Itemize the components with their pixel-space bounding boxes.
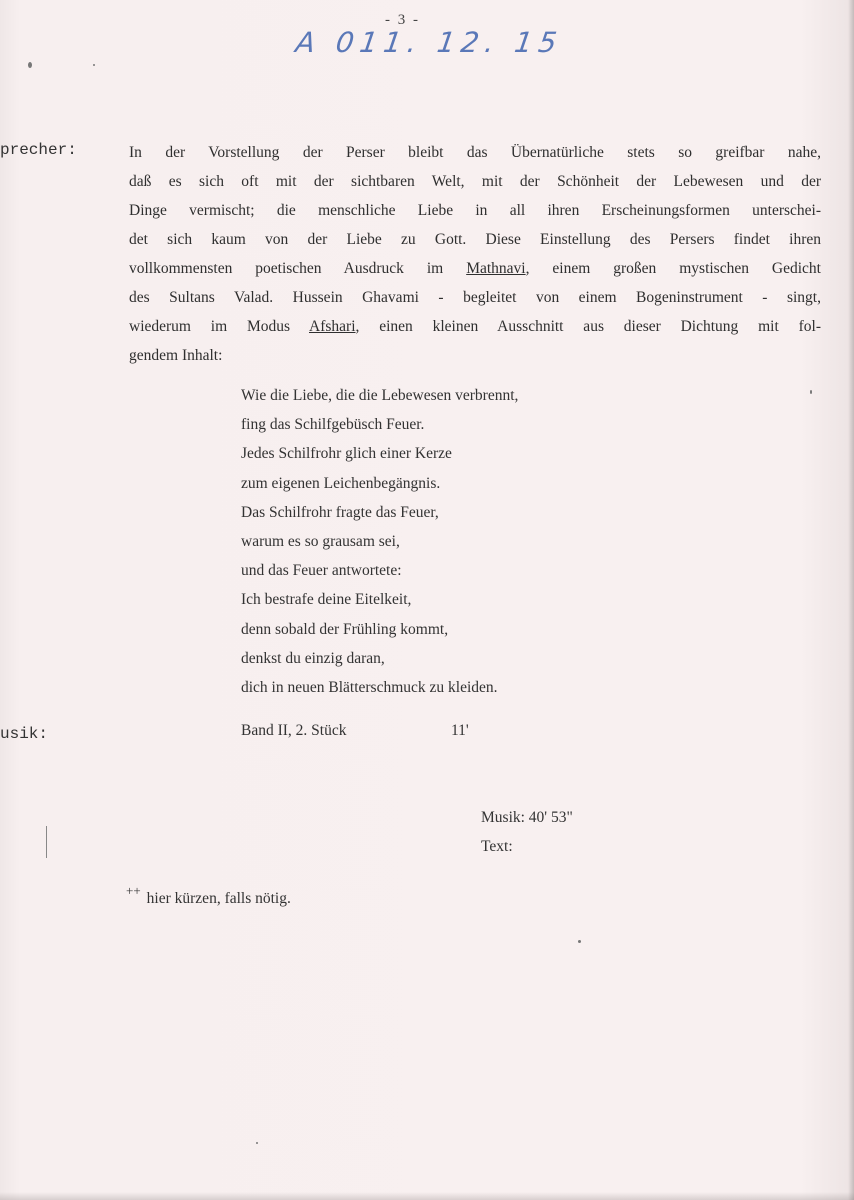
paragraph-segment: , einem großen mystischen Gedicht bbox=[525, 260, 821, 277]
paper-speck bbox=[28, 62, 32, 68]
paper-speck bbox=[93, 64, 95, 66]
paragraph-line: daß es sich oft mit der sichtbaren Welt, mit der Schönheit der Lebewesen und der bbox=[129, 173, 821, 190]
poem-line: dich in neuen Blätterschmuck zu kleiden. bbox=[241, 679, 498, 697]
poem-line: Ich bestrafe deine Eitelkeit, bbox=[241, 591, 412, 609]
poem-line: und das Feuer antwortete: bbox=[241, 562, 402, 580]
poem-line: denkst du einzig daran, bbox=[241, 649, 385, 667]
paragraph-line bbox=[129, 312, 821, 341]
page-edge-shadow bbox=[848, 0, 854, 1200]
poem-line: fing das Schilfgebüsch Feuer. bbox=[241, 416, 425, 434]
poem-line: zum eigenen Leichenbegängnis. bbox=[241, 474, 441, 492]
paragraph-segment: vollkommensten poetischen Ausdruck im bbox=[129, 260, 444, 277]
footnote-mark: ++ bbox=[126, 883, 141, 898]
title-mathnavi: Mathnavi bbox=[466, 260, 526, 277]
paragraph-segment: wiederum im Modus bbox=[129, 318, 291, 335]
music-band-reference: Band II, 2. Stück bbox=[241, 722, 347, 739]
mode-afshari: Afshari bbox=[309, 318, 356, 335]
paragraph-line: In der Vorstellung der Perser bleibt das Übernatürliche stets so greifbar nahe, bbox=[129, 144, 821, 161]
paragraph-line: des Sultans Valad. Hussein Ghavami - begleitet von einem Bogeninstrument - singt, bbox=[129, 289, 821, 306]
timing-musik: Musik: 40' 53" bbox=[481, 809, 573, 826]
poem-block bbox=[241, 381, 518, 702]
poem-line: denn sobald der Frühling kommt, bbox=[241, 620, 449, 638]
handwritten-archive-mark: A 011. 12. 15 bbox=[293, 26, 565, 59]
timing-text: Text: bbox=[481, 838, 513, 855]
footnote bbox=[126, 883, 291, 908]
narration-paragraph bbox=[129, 138, 821, 370]
paragraph-line: det sich kaum von der Liebe zu Gott. Diese Einstellung des Persers findet ihren bbox=[129, 231, 821, 248]
speaker-label-sprecher: precher: bbox=[0, 141, 77, 159]
poem-line: Wie die Liebe, die die Lebewesen verbrennt, bbox=[241, 387, 519, 404]
paragraph-line bbox=[129, 254, 821, 283]
speaker-label-musik: usik: bbox=[0, 725, 49, 743]
paragraph-line: gendem Inhalt: bbox=[129, 347, 223, 364]
footnote-text: hier kürzen, falls nötig. bbox=[146, 890, 291, 907]
page-bottom-shadow bbox=[0, 1192, 854, 1200]
paragraph-line: Dinge vermischt; die menschliche Liebe in all ihren Erscheinungsformen unterschei- bbox=[129, 202, 821, 219]
poem-line: warum es so grausam sei, bbox=[241, 533, 400, 551]
paper-speck bbox=[256, 1142, 258, 1144]
paragraph-segment: , einen kleinen Ausschnitt aus dieser Dichtung mit fol- bbox=[355, 318, 821, 335]
paper-speck bbox=[578, 940, 581, 943]
timing-summary bbox=[481, 803, 573, 861]
paper-speck bbox=[810, 390, 812, 394]
page-number: - 3 - bbox=[385, 12, 420, 28]
margin-pencil-mark bbox=[46, 826, 47, 858]
poem-line: Das Schilfrohr fragte das Feuer, bbox=[241, 503, 439, 521]
poem-line: Jedes Schilfrohr glich einer Kerze bbox=[241, 445, 452, 463]
music-duration: 11' bbox=[451, 722, 469, 739]
